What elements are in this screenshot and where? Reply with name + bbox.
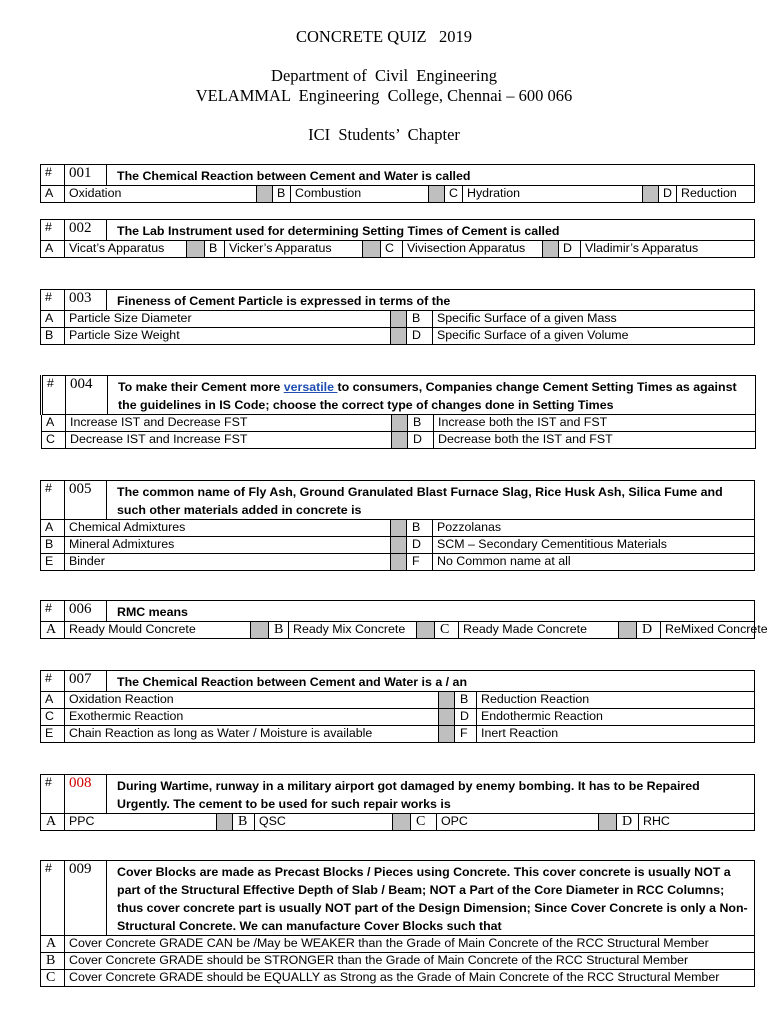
option-text[interactable]: Vladimir’s Apparatus (581, 241, 755, 258)
option-text[interactable]: ReMixed Concrete (661, 622, 755, 639)
question-text-end: to consumers, Companies change Cement Setting Times as against the guidelines in IS Code; choose the correct type of changes done in Setting Times (118, 380, 737, 412)
question-number: 002 (65, 220, 107, 241)
option-letter: C (381, 241, 403, 258)
option-letter: B (41, 328, 65, 345)
option-text[interactable]: Combustion (291, 186, 429, 203)
hash-cell: # (41, 671, 65, 692)
option-letter: D (408, 432, 434, 449)
question-number: 005 (65, 481, 107, 520)
option-text[interactable]: Endothermic Reaction (477, 709, 755, 726)
option-text[interactable]: SCM – Secondary Cementitious Materials (433, 537, 755, 554)
answer-box[interactable] (391, 328, 407, 345)
question-004 (40, 375, 756, 449)
option-letter: F (407, 554, 433, 571)
answer-box[interactable] (599, 814, 617, 831)
question-number: 004 (66, 376, 108, 415)
question-001 (40, 164, 755, 203)
option-letter: C (41, 709, 65, 726)
option-text[interactable]: Chemical Admixtures (65, 520, 391, 537)
option-letter: B (407, 520, 433, 537)
option-text[interactable]: Inert Reaction (477, 726, 755, 743)
question-text: During Wartime, runway in a military airport got damaged by enemy bombing. It has to be Repaired Urgently. The cement to be used for such repair works is (107, 775, 755, 814)
answer-box[interactable] (217, 814, 233, 831)
option-text[interactable]: Increase IST and Decrease FST (66, 415, 392, 432)
option-text[interactable]: Vicat’s Apparatus (65, 241, 187, 258)
option-letter: A (41, 241, 65, 258)
answer-box[interactable] (393, 814, 411, 831)
option-text[interactable]: QSC (255, 814, 393, 831)
question-text-start: To make their Cement more (118, 380, 284, 394)
question-005 (40, 480, 755, 571)
option-letter: B (41, 953, 65, 970)
hash-cell: # (41, 290, 65, 311)
quiz-title: CONCRETE QUIZ 2019 (296, 27, 472, 46)
option-text[interactable]: Mineral Admixtures (65, 537, 391, 554)
option-letter: D (455, 709, 477, 726)
option-letter: D (617, 814, 639, 831)
answer-box[interactable] (439, 709, 455, 726)
option-text[interactable]: OPC (437, 814, 599, 831)
option-text[interactable]: Cover Concrete GRADE should be STRONGER than the Grade of Main Concrete of the RCC Structural Member (65, 953, 755, 970)
question-text: RMC means (107, 601, 755, 622)
answer-box[interactable] (619, 622, 637, 639)
option-text[interactable]: Reduction Reaction (477, 692, 755, 709)
option-letter: A (41, 186, 65, 203)
option-text[interactable]: Decrease both the IST and FST (434, 432, 756, 449)
question-007 (40, 670, 755, 743)
option-text[interactable]: Vivisection Apparatus (403, 241, 543, 258)
option-text[interactable]: Decrease IST and Increase FST (66, 432, 392, 449)
option-letter: D (659, 186, 677, 203)
question-text: The Chemical Reaction between Cement and Water is a / an (107, 671, 755, 692)
option-letter: B (233, 814, 255, 831)
question-003 (40, 289, 755, 345)
option-letter: E (41, 554, 65, 571)
question-number: 009 (65, 861, 107, 936)
option-letter: D (559, 241, 581, 258)
question-number: 008 (65, 775, 107, 814)
question-number: 007 (65, 671, 107, 692)
option-letter: F (455, 726, 477, 743)
option-text[interactable]: Increase both the IST and FST (434, 415, 756, 432)
option-letter: A (41, 520, 65, 537)
answer-box[interactable] (429, 186, 445, 203)
option-text[interactable]: Ready Made Concrete (459, 622, 619, 639)
answer-box[interactable] (392, 415, 408, 432)
option-text[interactable]: Vicker’s Apparatus (225, 241, 363, 258)
option-letter: A (41, 936, 65, 953)
option-letter: D (637, 622, 661, 639)
answer-box[interactable] (439, 692, 455, 709)
option-text[interactable]: Particle Size Weight (65, 328, 391, 345)
option-text[interactable]: Cover Concrete GRADE CAN be /May be WEAKER than the Grade of Main Concrete of the RCC Structural Member (65, 936, 755, 953)
option-text[interactable]: Ready Mould Concrete (65, 622, 251, 639)
hash-cell: # (41, 775, 65, 814)
option-text[interactable]: RHC (639, 814, 755, 831)
option-text[interactable]: PPC (65, 814, 217, 831)
question-text: The Lab Instrument used for determining Setting Times of Cement is called (107, 220, 755, 241)
hash-cell: # (41, 165, 65, 186)
option-letter: B (407, 311, 433, 328)
hash-cell: # (41, 220, 65, 241)
option-letter: A (41, 692, 65, 709)
answer-box[interactable] (391, 554, 407, 571)
question-006 (40, 600, 768, 639)
option-letter: B (41, 537, 65, 554)
option-text[interactable]: Specific Surface of a given Volume (433, 328, 755, 345)
answer-box[interactable] (363, 241, 381, 258)
answer-box[interactable] (392, 432, 408, 449)
hash-cell: # (42, 376, 66, 415)
option-text[interactable]: Chain Reaction as long as Water / Moisture is available (65, 726, 439, 743)
option-letter: E (41, 726, 65, 743)
option-text[interactable]: Specific Surface of a given Mass (433, 311, 755, 328)
option-letter: C (445, 186, 463, 203)
answer-box[interactable] (257, 186, 273, 203)
option-letter: A (41, 622, 65, 639)
answer-box[interactable] (417, 622, 435, 639)
question-008 (40, 774, 755, 831)
option-letter: D (407, 328, 433, 345)
question-number: 003 (65, 290, 107, 311)
answer-box[interactable] (439, 726, 455, 743)
question-text: Fineness of Cement Particle is expressed in terms of the (107, 290, 755, 311)
answer-box[interactable] (643, 186, 659, 203)
question-text: Cover Blocks are made as Precast Blocks / Pieces using Concrete. This cover concrete is usually NOT a part of the Structural Effective Depth of Slab / Beam; NOT a Part of the Core Diameter in RCC Columns; thus cover concrete part is usually NOT part of the Design Dimension; Since Cover Concrete is only a Non-Structural Concrete. We can manufacture Cover Blocks such that (107, 861, 755, 936)
option-letter: A (41, 311, 65, 328)
option-letter: B (269, 622, 289, 639)
option-text[interactable]: Exothermic Reaction (65, 709, 439, 726)
option-text[interactable]: No Common name at all (433, 554, 755, 571)
option-text[interactable]: Oxidation Reaction (65, 692, 439, 709)
question-text (108, 376, 756, 415)
option-letter: D (407, 537, 433, 554)
option-letter: C (411, 814, 437, 831)
option-text[interactable]: Reduction (677, 186, 755, 203)
hash-cell: # (41, 861, 65, 936)
option-letter: B (408, 415, 434, 432)
answer-box[interactable] (391, 311, 407, 328)
option-text[interactable]: Ready Mix Concrete (289, 622, 417, 639)
option-letter: C (42, 432, 66, 449)
question-text: The Chemical Reaction between Cement and Water is called (107, 165, 755, 186)
answer-box[interactable] (251, 622, 269, 639)
answer-box[interactable] (187, 241, 205, 258)
option-letter: C (41, 970, 65, 987)
department-name: Department of Civil Engineering (271, 66, 497, 85)
answer-box[interactable] (391, 520, 407, 537)
option-letter: B (273, 186, 291, 203)
question-009 (40, 860, 755, 987)
option-letter: A (41, 814, 65, 831)
option-letter: C (435, 622, 459, 639)
option-text[interactable]: Pozzolanas (433, 520, 755, 537)
option-letter: A (42, 415, 66, 432)
answer-box[interactable] (543, 241, 559, 258)
chapter-name: ICI Students’ Chapter (308, 125, 460, 144)
hash-cell: # (41, 601, 65, 622)
question-002 (40, 219, 755, 258)
college-name: VELAMMAL Engineering College, Chennai – 600 066 (195, 86, 573, 105)
question-number: 006 (65, 601, 107, 622)
option-text[interactable]: Hydration (463, 186, 643, 203)
option-letter: B (455, 692, 477, 709)
question-number: 001 (65, 165, 107, 186)
option-letter: B (205, 241, 225, 258)
option-text[interactable]: Particle Size Diameter (65, 311, 391, 328)
option-text[interactable]: Cover Concrete GRADE should be EQUALLY as Strong as the Grade of Main Concrete of the RCC Structural Member (65, 970, 755, 987)
option-text[interactable]: Oxidation (65, 186, 257, 203)
answer-box[interactable] (391, 537, 407, 554)
question-text: The common name of Fly Ash, Ground Granulated Blast Furnace Slag, Rice Husk Ash, Silica Fume and such other materials added in concrete is (107, 481, 755, 520)
versatile-link[interactable]: versatile (283, 380, 338, 394)
hash-cell: # (41, 481, 65, 520)
option-text[interactable]: Binder (65, 554, 391, 571)
